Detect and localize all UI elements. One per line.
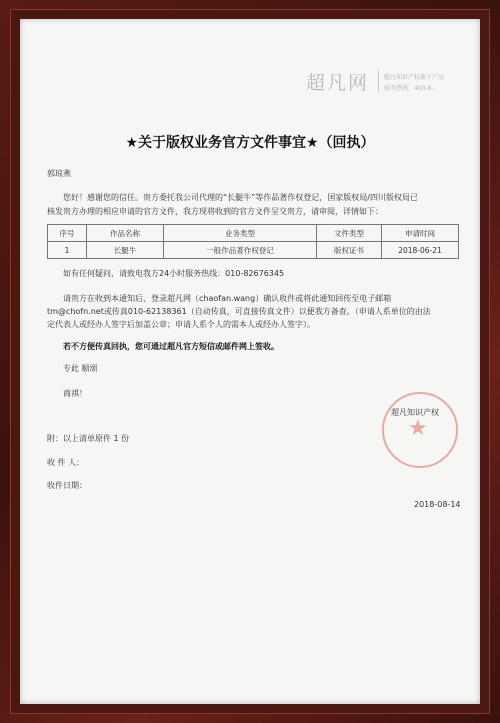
- document-table: [47, 224, 459, 259]
- cell-index: 1: [48, 242, 87, 259]
- col-header-work-name: 作品名称: [87, 225, 164, 242]
- table-header-row: [48, 225, 459, 242]
- document-title: ★关于版权业务官方文件事宜★（回执）: [125, 135, 375, 151]
- logo-separator: [378, 70, 379, 92]
- document-paper: [20, 19, 480, 704]
- brand-logo: [306, 66, 444, 96]
- attachment-note: 附：以上清单原件 1 份: [47, 434, 130, 443]
- cell-business-type: 一般作品著作权登记: [164, 242, 317, 259]
- company-name: 超凡知识产权: [391, 408, 439, 417]
- seal-star-icon: ★: [408, 416, 428, 441]
- closing-phrase: 专此 顺颂: [63, 364, 98, 373]
- logo-subtitle-2: 服务热线：400-6...: [384, 85, 438, 92]
- instruction-line-1: 请贵方在收到本通知后，登录超凡网（chaofan.wang）确认收件或将此通知回传至电子邮箱: [63, 294, 392, 303]
- hotline-text: 如有任何疑问，请致电我方24小时服务热线：010-82676345: [63, 269, 285, 278]
- col-header-apply-date: 申请时间: [382, 225, 459, 242]
- document-date: 2018-08-14: [414, 500, 461, 509]
- col-header-index: 序号: [48, 225, 87, 242]
- col-header-business-type: 业务类型: [164, 225, 317, 242]
- logo-name: 超凡网: [306, 72, 370, 94]
- recipient-name: 郭琼燕: [47, 169, 71, 178]
- cell-work-name: 长腿牛: [87, 242, 164, 259]
- instruction-line-2: tm@chofn.net或传真010-62138361（自动传真，可直接传真文件）以便我方备查。（申请人系单位的由法: [47, 307, 431, 316]
- receive-date-label: 收件日期：: [47, 481, 87, 490]
- col-header-file-type: 文件类型: [317, 225, 382, 242]
- cell-apply-date: 2018-06-21: [382, 242, 459, 259]
- bold-notice: 若不方便传真回执，您可通过超凡官方短信或邮件网上签收。: [63, 342, 279, 351]
- company-seal: [382, 392, 458, 468]
- cell-file-type: 版权证书: [317, 242, 382, 259]
- table-row: [48, 242, 459, 259]
- instruction-line-3: 定代表人或经办人签字后加盖公章；申请人系个人的需本人或经办人签字）。: [47, 320, 315, 329]
- greeting-line-1: 您好！感谢您的信任。贵方委托我公司代理的“长腿牛”等作品著作权登记，国家版权局/四川版权局已: [63, 193, 418, 202]
- receiver-label: 收 件 人：: [47, 458, 85, 467]
- greeting-line-2: 核发贵方办理的相应申请的官方文件，我方现将收到的官方文件呈交贵方，请审阅，详情如下：: [47, 207, 383, 216]
- closing-regards: 商祺！: [63, 389, 87, 398]
- logo-subtitle-1: 超凡知识产权旗下产品: [384, 74, 445, 81]
